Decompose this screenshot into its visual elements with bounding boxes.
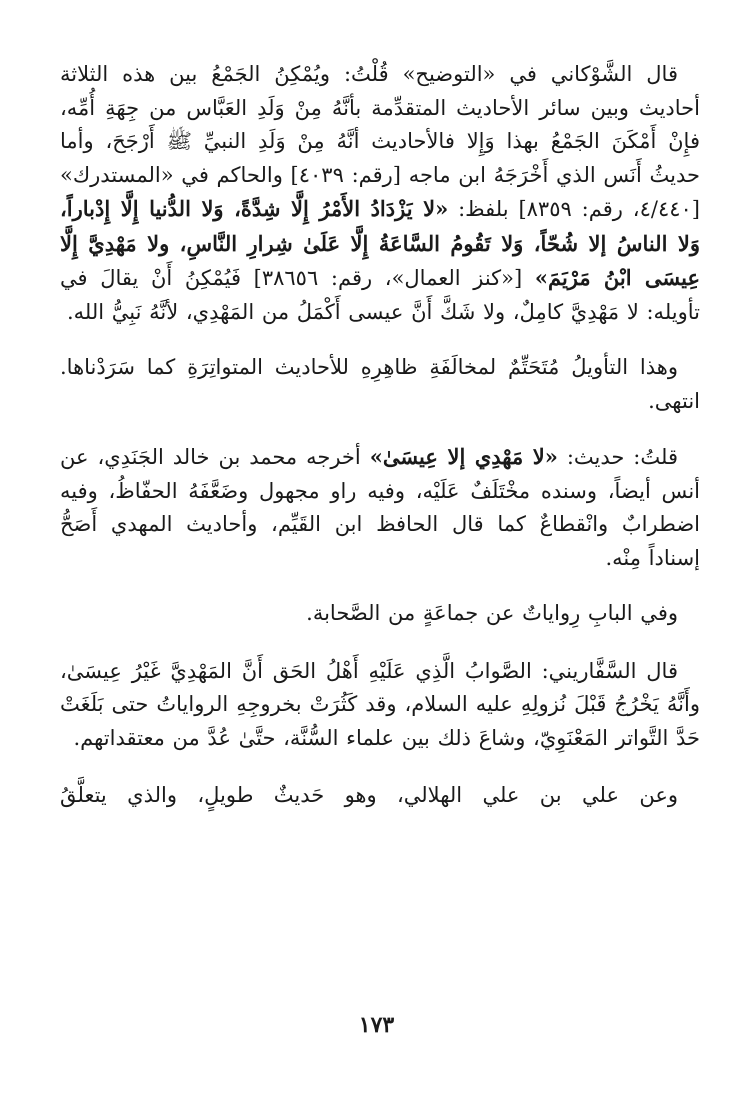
page-body	[60, 58, 700, 813]
paragraph-shawkani-quote	[60, 58, 700, 329]
paragraph-5-text: قال السَّفَّاريني: الصَّوابُ الَّذِي عَلَيْهِ أَهْلُ الحَق أَنَّ المَهْدِيَّ غَيْرُ عِيسَىٰ، وأَنَّهُ يَخْرُجُ قَبْلَ نُزولِهِ عليه السلام، وقد كَثُرَتْ بخروجِهِ الرواياتُ حتى بَلَغَتْ حَدَّ التَّواتر المَعْنَوِيّ، وشاعَ ذلك بين علماء السُّنَّة، حتَّىٰ عُدَّ من معتقداتهم.	[60, 658, 700, 750]
paragraph-1-text-b: [«كنز العمال»، رقم: ٣٨٦٥٦] فَيُمْكِنُ أَنْ يقالَ في تأويله: لا مَهْدِيَّ كامِلٌ، ولا شَكَّ أَنَّ عيسى أَكْمَلُ من المَهْدِي، لأنَّهُ نَبِيُّ الله.	[60, 266, 700, 324]
paragraph-3-hadith-bold: «لا مَهْدِي إلا عِيسَىٰ»	[369, 444, 558, 469]
paragraph-narrations	[60, 597, 700, 631]
paragraph-3-text-a: قلتُ: حديث:	[557, 445, 678, 469]
paragraph-2-text: وهذا التأويلُ مُتَحَتِّمٌ لمخالَفَةِ ظاهِرِهِ للأحاديث المتواتِرَةِ كما سَرَدْناها. انتهى.	[60, 355, 700, 413]
paragraph-4-text: وفي البابِ رِواياتٌ عن جماعَةٍ من الصَّحابة.	[306, 601, 678, 625]
paragraph-1-hadith-bold: «لا يَزْدَادُ الأَمْرُ إِلَّا شِدَّةً، وَلا الدُّنيا إِلَّا إِدْباراً، وَلا الناسُ إلا شُحّاً، وَلا تَقُومُ السَّاعَةُ إِلَّا عَلَىٰ شِرارِ النَّاسِ، ولا مَهْدِيَّ إِلَّا عِيسَى ابْنُ مَرْيَمَ»	[60, 196, 700, 290]
paragraph-6-text: وعن علي بن علي الهلالي، وهو حَديثٌ طويلٍ، والذي يتعلَّقُ	[60, 783, 678, 807]
paragraph-interpretation	[60, 351, 700, 418]
paragraph-3-text-b: أخرجه محمد بن خالد الجَنَدِي، عن أنس أيضاً، وسنده مخْتَلَفٌ عَلَيْه، وفيه راو مجهول وضَعَّفَهُ الحفّاظُ، وفيه اضطرابٌ وانْقطاعٌ كما قال الحافظ ابن القَيِّم، وأحاديث المهدي أَصَحُّ إسناداً مِنْه.	[60, 445, 700, 570]
paragraph-hilali	[60, 779, 700, 813]
paragraph-1-text-a: قال الشَّوْكاني في «التوضيح» قُلْتُ: ويُمْكِنُ الجَمْعُ بين هذه الثلاثة أحاديث وبين سائر الأحاديث المتقدِّمة بأنَّهُ مِنْ وَلَدِ العَبَّاس من جِهَةِ أُمِّه، فإِنْ أَمْكَنَ الجَمْعُ بهذا وَإِلا فالأحاديث أنَّهُ مِنْ وَلَدِ النبيِّ ﷺ أَرْجَحَ، وأما حديثُ أَنَس الذي أَخْرَجَهُ ابن ماجه [رقم: ٤٠٣٩] والحاكم في «المستدرك» [٤/٤٤٠، رقم: ٨٣٥٩] بلفظ:	[60, 62, 700, 221]
paragraph-saffarini	[60, 655, 700, 756]
paragraph-qultu-hadith	[60, 440, 700, 575]
page-number: ١٧٣	[358, 1012, 395, 1038]
